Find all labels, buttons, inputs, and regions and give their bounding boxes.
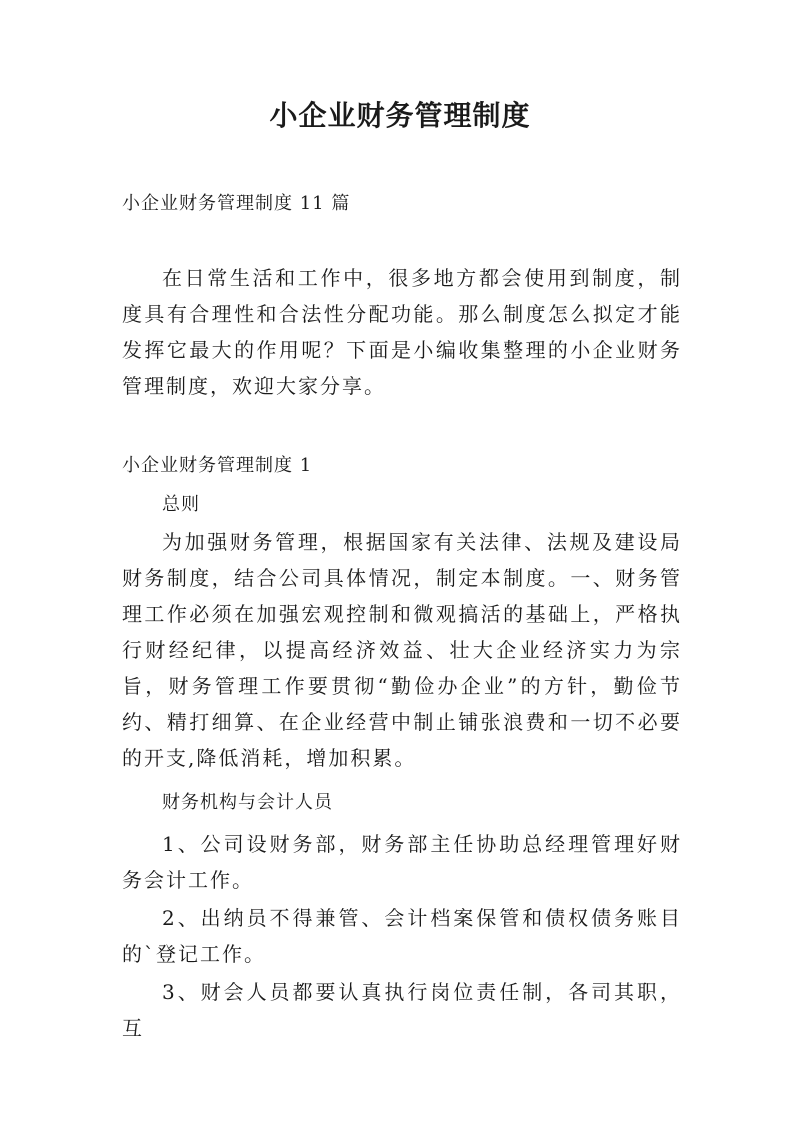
section-heading: 小企业财务管理制度 1 (122, 455, 313, 476)
finance-org-heading: 财务机构与会计人员 (162, 792, 333, 813)
list-item: 2、出纳员不得兼管、会计档案保管和债权债务账目的`登记工作。 (122, 906, 682, 966)
document-title: 小企业财务管理制度 (269, 99, 531, 132)
general-paragraph: 为加强财务管理，根据国家有关法律、法规及建设局财务制度，结合公司具体情况，制定本制度。一、财务管理工作必须在加强宏观控制和微观搞活的基础上，严格执行财经纪律，以提高经济效益、壮大企业经济实力为宗旨，财务管理工作要贯彻“勤俭办企业”的方针，勤俭节约、精打细算、在企业经营中制止铺张浪费和一切不必要的开支,降低消耗，增加积累。 (122, 530, 682, 770)
list-item: 1、公司设财务部，财务部主任协助总经理管理好财务会计工作。 (122, 832, 682, 892)
document-subtitle: 小企业财务管理制度 11 篇 (122, 193, 351, 214)
intro-paragraph: 在日常生活和工作中，很多地方都会使用到制度，制度具有合理性和合法性分配功能。那么制度怎么拟定才能发挥它最大的作用呢？下面是小编收集整理的小企业财务管理制度，欢迎大家分享。 (122, 266, 682, 398)
list-item: 3、财会人员都要认真执行岗位责任制，各司其职，互 (122, 980, 682, 1040)
general-heading: 总则 (162, 494, 200, 515)
